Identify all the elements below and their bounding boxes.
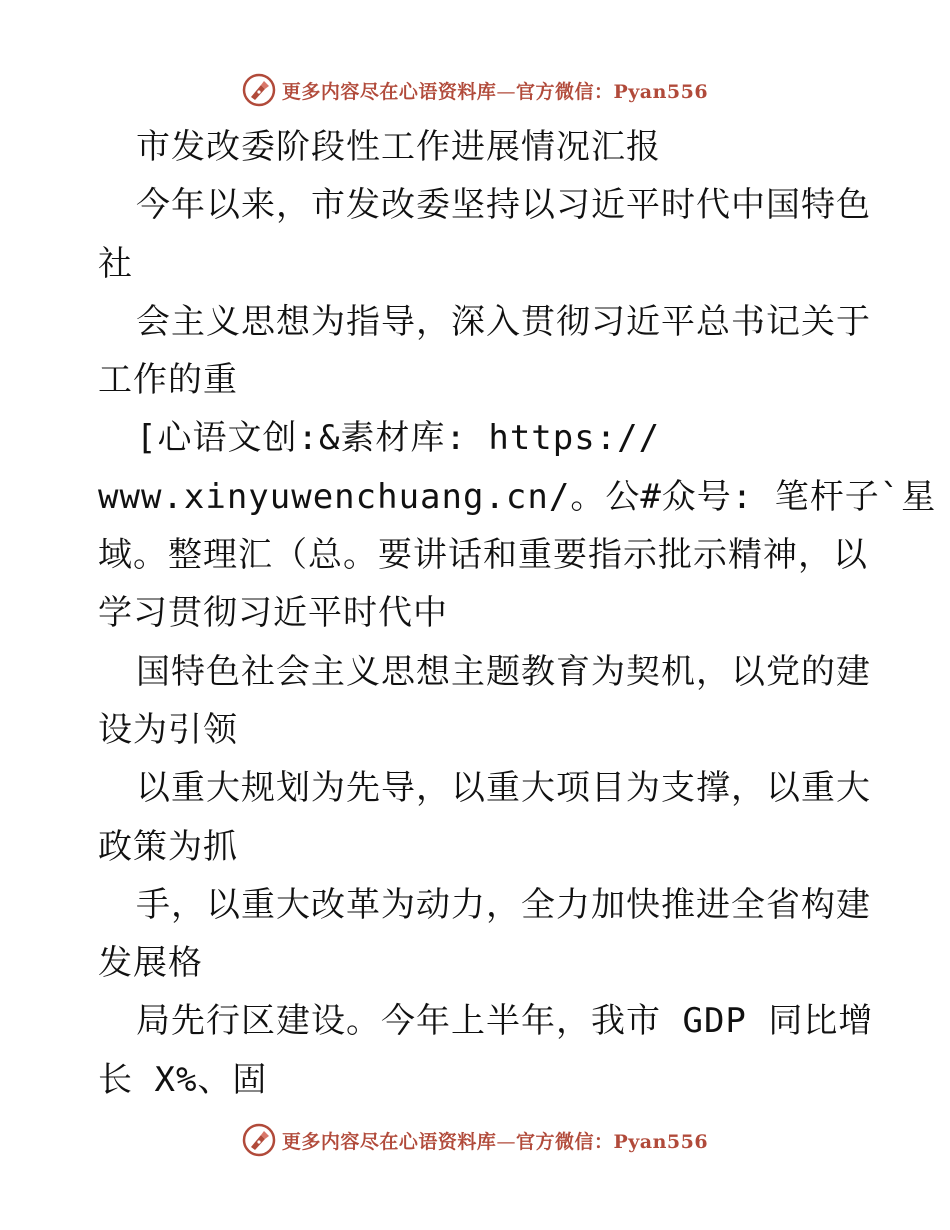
text-line: 以重大规划为先导，以重大项目为支撑，以重大 bbox=[136, 768, 871, 809]
text-line: 社 bbox=[98, 243, 133, 284]
text-line: 手，以重大改革为动力，全力加快推进全省构建 bbox=[136, 884, 871, 925]
pen-nib-logo-icon bbox=[242, 1123, 276, 1157]
text-line: [心语文创:&素材库: https:// bbox=[136, 418, 661, 459]
text-line: 今年以来，市发改委坚持以习近平时代中国特色 bbox=[136, 185, 871, 226]
footer-banner-text: 更多内容尽在心语资料库—官方微信：Pyan556 bbox=[281, 1130, 709, 1153]
text-line: www.xinyuwenchuang.cn/。公#众号: 笔杆子`星 bbox=[98, 476, 937, 517]
header-banner bbox=[0, 70, 950, 110]
text-line: 局先行区建设。今年上半年，我市 GDP 同比增 bbox=[136, 1001, 874, 1042]
text-line: 政策为抓 bbox=[98, 826, 238, 867]
text-line: 发展格 bbox=[98, 943, 203, 984]
text-line: 国特色社会主义思想主题教育为契机，以党的建 bbox=[136, 651, 871, 692]
text-line: 长 X%、固 bbox=[98, 1059, 268, 1100]
document-body bbox=[98, 118, 937, 1109]
document-title: 市发改委阶段性工作进展情况汇报 bbox=[136, 127, 661, 167]
text-line: 学习贯彻习近平时代中 bbox=[98, 593, 448, 634]
text-line: 会主义思想为指导，深入贯彻习近平总书记关于 bbox=[136, 301, 871, 342]
pen-nib-logo-icon bbox=[242, 73, 276, 107]
header-banner-text: 更多内容尽在心语资料库—官方微信：Pyan556 bbox=[281, 80, 709, 103]
text-line: 域。整理汇（总。要讲话和重要指示批示精神，以 bbox=[98, 535, 868, 576]
text-line: 工作的重 bbox=[98, 360, 238, 401]
footer-banner bbox=[0, 1120, 950, 1160]
text-line: 设为引领 bbox=[98, 709, 238, 750]
